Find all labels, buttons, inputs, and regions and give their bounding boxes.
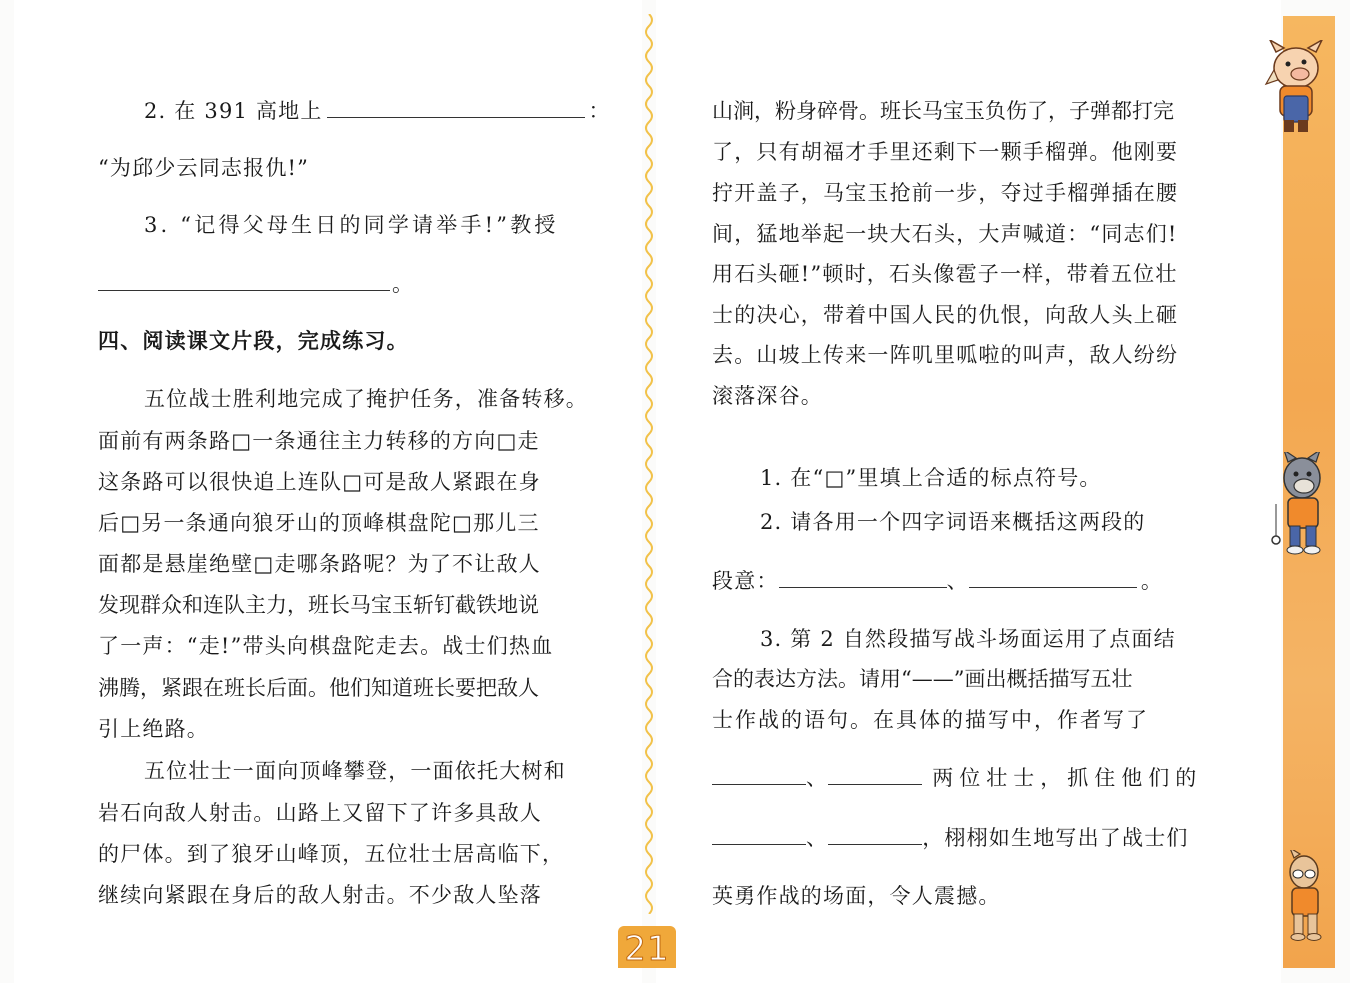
passage-line: 山涧，粉身碎骨。班长马宝玉负伤了，子弹都打完 <box>712 99 1174 123</box>
passage-line: 岩石向敌人射击。山路上又留下了许多具敌人 <box>98 801 542 825</box>
question-1: 1. 在“□”里填上合适的标点符号。 <box>760 466 1102 490</box>
question-2-answer-line <box>712 565 1163 595</box>
question-3-answer-line <box>712 822 1189 852</box>
answer-blank[interactable] <box>327 116 585 118</box>
pig-mascot-icon <box>1256 40 1336 136</box>
passage-line: 继续向紧跟在身后的敌人射击。不少敌人坠落 <box>98 883 542 907</box>
question-3-answer-line <box>98 268 414 298</box>
passage-line: 引上绝路。 <box>98 717 209 741</box>
separator: 、 <box>806 766 829 790</box>
question-3-text: 两位壮士，抓住他们的 <box>932 766 1203 790</box>
answer-blank[interactable] <box>98 289 390 291</box>
passage-line: 这条路可以很快追上连队□可是敌人紧跟在身 <box>98 470 541 494</box>
question-3-line: 士作战的语句。在具体的描写中，作者写了 <box>712 708 1149 732</box>
passage-line: 面前有两条路□一条通往主力转移的方向□走 <box>98 429 540 453</box>
question-2: 2. 请各用一个四字词语来概括这两段的 <box>760 510 1146 534</box>
passage-line: 间，猛地举起一块大石头，大声喊道：“同志们! <box>712 222 1178 246</box>
passage-line: 后□另一条通向狼牙山的顶峰棋盘陀□那儿三 <box>98 511 540 535</box>
passage-line: 五位壮士一面向顶峰攀登，一面依托大树和 <box>144 759 566 783</box>
answer-blank[interactable] <box>969 586 1137 588</box>
question-3: 3. 第 2 自然段描写战斗场面运用了点面结 <box>760 627 1176 651</box>
question-2-suffix: ： <box>588 99 611 123</box>
section-heading: 四、阅读课文片段，完成练习。 <box>98 329 409 353</box>
question-2 <box>144 95 611 125</box>
passage-line: 五位战士胜利地完成了掩护任务，准备转移。 <box>144 387 588 411</box>
passage-line: 滚落深谷。 <box>712 384 823 408</box>
question-3-line: 合的表达方法。请用“——”画出概括描写五壮 <box>712 667 1133 691</box>
answer-blank[interactable] <box>712 843 806 845</box>
separator: 、 <box>946 569 969 593</box>
question-3-end: 。 <box>392 272 415 296</box>
page-number: 21 <box>618 926 676 968</box>
answer-blank[interactable] <box>828 783 922 785</box>
passage-line: 了一声：“走!”带头向棋盘陀走去。战士们热血 <box>98 634 554 658</box>
wolf-mascot-icon <box>1262 452 1338 556</box>
question-2-prefix: 2. 在 391 高地上 <box>144 99 323 123</box>
passage-line: 拧开盖子，马宝玉抢前一步，夺过手榴弹插在腰 <box>712 181 1179 205</box>
question-3: 3. “记得父母生日的同学请举手!”教授 <box>144 213 559 237</box>
passage-line: 用石头砸!”顿时，石头像雹子一样，带着五位壮 <box>712 262 1178 286</box>
passage-line: 士的决心，带着中国人民的仇恨，向敌人头上砸 <box>712 303 1179 327</box>
question-2-end: 。 <box>1140 569 1164 593</box>
question-2-quote: “为邱少云同志报仇!” <box>98 156 310 180</box>
passage-line: 面都是悬崖绝壁□走哪条路呢？为了不让敌人 <box>98 552 541 576</box>
question-3-line: 英勇作战的场面，令人震撼。 <box>712 884 1001 908</box>
passage-line: 沸腾，紧跟在班长后面。他们知道班长要把敌人 <box>98 676 539 700</box>
passage-line: 发现群众和连队主力，班长马宝玉斩钉截铁地说 <box>98 593 539 617</box>
passage-line: 的尸体。到了狼牙山峰顶，五位壮士居高临下， <box>98 842 565 866</box>
passage-line: 去。山坡上传来一阵叽里呱啦的叫声，敌人纷纷 <box>712 343 1179 367</box>
passage-line: 了，只有胡福才手里还剩下一颗手榴弹。他刚要 <box>712 140 1179 164</box>
answer-blank[interactable] <box>712 783 806 785</box>
answer-blank[interactable] <box>828 843 922 845</box>
question-3-answer-line <box>712 762 1202 792</box>
answer-blank[interactable] <box>779 586 947 588</box>
question-3-text: ，栩栩如生地写出了战士们 <box>922 826 1189 850</box>
separator: 、 <box>806 826 829 850</box>
page-spine-wavy-line <box>640 14 658 914</box>
fox-mascot-icon <box>1268 850 1338 942</box>
question-2-prefix: 段意： <box>712 569 779 593</box>
